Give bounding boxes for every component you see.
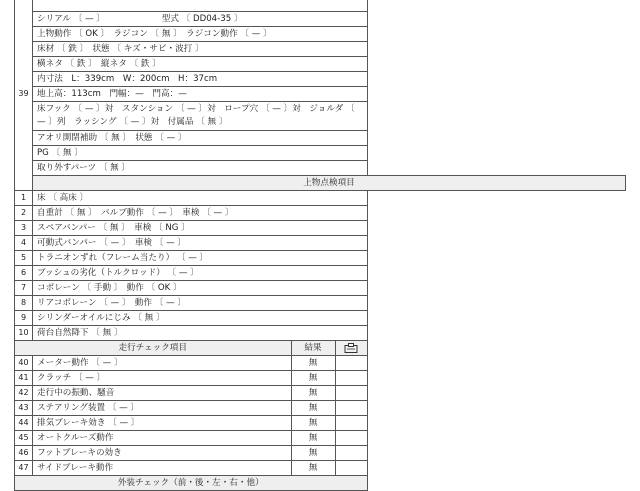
item-text: 自重計 〔 無 〕 バルブ動作 〔 — 〕 車検 〔 — 〕	[33, 206, 368, 221]
item-number: 8	[15, 296, 33, 311]
item-text: オートクルーズ動作	[33, 431, 292, 446]
section39-row	[15, 27, 626, 42]
item-number: 47	[15, 461, 33, 476]
upper-check-row	[15, 251, 626, 266]
upper-check-row	[15, 191, 626, 206]
item-number: 42	[15, 386, 33, 401]
item-note	[335, 431, 367, 446]
serial-field: シリアル 〔 — 〕	[37, 14, 106, 24]
item-number: 3	[15, 221, 33, 236]
item-result: 無	[291, 356, 335, 371]
item-result: 無	[291, 431, 335, 446]
upper-check-row	[15, 311, 626, 326]
section39-serial-line	[37, 12, 363, 26]
item-number: 44	[15, 416, 33, 431]
item-number: 41	[15, 371, 33, 386]
item-number: 1	[15, 191, 33, 206]
item-number: 7	[15, 281, 33, 296]
drive-check-row	[15, 401, 626, 416]
item-note	[335, 446, 367, 461]
item-number: 9	[15, 311, 33, 326]
drive-check-row	[15, 431, 626, 446]
section39-row	[15, 42, 626, 57]
item-result: 無	[291, 461, 335, 476]
item-text: 排気ブレーキ効き 〔 — 〕	[33, 416, 292, 431]
item-number: 45	[15, 431, 33, 446]
drive-check-title: 走行チェック項目	[15, 341, 292, 356]
section39-row	[15, 87, 626, 102]
upper-check-row	[15, 281, 626, 296]
section39-row-text: アオリ開閉補助 〔 無 〕 状態 〔 — 〕	[33, 131, 368, 146]
exterior-check-header	[15, 476, 626, 491]
section39-row-text: 床材 〔 鉄 〕 状態 〔 キズ・サビ・波打 〕	[33, 42, 368, 57]
section39-row	[15, 161, 626, 176]
clipboard-icon[interactable]	[335, 341, 367, 356]
drive-check-row	[15, 386, 626, 401]
section39-row-text: 横ネタ 〔 鉄 〕 縦ネタ 〔 鉄 〕	[33, 57, 368, 72]
section39-row-text: 取り外すパーツ 〔 無 〕	[33, 161, 368, 176]
item-number: 46	[15, 446, 33, 461]
item-note	[335, 356, 367, 371]
section39-row-text: 上物動作 〔 OK 〕 ラジコン 〔 無 〕 ラジコン動作 〔 — 〕	[33, 27, 368, 42]
item-number: 43	[15, 401, 33, 416]
item-text: ブッシュの劣化（トルクロッド） 〔 — 〕	[33, 266, 368, 281]
section39-row	[15, 0, 626, 12]
section39-row	[15, 57, 626, 72]
item-number: 10	[15, 326, 33, 341]
item-text: ステアリング装置 〔 — 〕	[33, 401, 292, 416]
upper-check-row	[15, 206, 626, 221]
item-number: 5	[15, 251, 33, 266]
item-result: 無	[291, 446, 335, 461]
upper-check-header	[15, 176, 626, 191]
upper-check-title: 上物点検項目	[33, 176, 626, 191]
item-text: クラッチ 〔 — 〕	[33, 371, 292, 386]
item-result: 無	[291, 416, 335, 431]
item-note	[335, 416, 367, 431]
item-result: 無	[291, 371, 335, 386]
section39-row-text: 床フック 〔 — 〕対 スタンション 〔 — 〕対 ロープ穴 〔 — 〕対 ジョルダ 〔 — 〕列 ラッシング 〔 — 〕対 付属品 〔 無 〕	[33, 102, 368, 131]
item-note	[335, 371, 367, 386]
item-text: 床 〔 高床 〕	[33, 191, 368, 206]
item-text: シリンダーオイルにじみ 〔 無 〕	[33, 311, 368, 326]
item-number: 2	[15, 206, 33, 221]
upper-check-row	[15, 296, 626, 311]
item-text: コボレーン 〔 手動 〕 動作 〔 OK 〕	[33, 281, 368, 296]
upper-check-row	[15, 221, 626, 236]
item-number: 6	[15, 266, 33, 281]
section39-row-text	[33, 0, 368, 12]
drive-check-row	[15, 356, 626, 371]
section39-row	[15, 102, 626, 131]
item-number: 40	[15, 356, 33, 371]
item-number: 4	[15, 236, 33, 251]
item-result: 無	[291, 401, 335, 416]
upper-check-row	[15, 326, 626, 341]
item-text: メーター動作 〔 — 〕	[33, 356, 292, 371]
item-note	[335, 386, 367, 401]
model-field: 型式 〔 DD04-35 〕	[161, 14, 243, 24]
section39-row-text: PG 〔 無 〕	[33, 146, 368, 161]
section39-number: 39	[15, 0, 33, 191]
section39-row	[15, 131, 626, 146]
drive-check-row	[15, 461, 626, 476]
inspection-table	[14, 0, 626, 491]
section39-row	[15, 146, 626, 161]
item-text: サイドブレーキ動作	[33, 461, 292, 476]
drive-check-row	[15, 416, 626, 431]
section39-row-text: 内寸法 L：339cm W：200cm H：37cm	[33, 72, 368, 87]
drive-check-row	[15, 371, 626, 386]
item-note	[335, 461, 367, 476]
drive-check-row	[15, 446, 626, 461]
section39-row	[15, 12, 626, 27]
item-result: 無	[291, 386, 335, 401]
upper-check-row	[15, 236, 626, 251]
item-text: スペアバンパー 〔 無 〕 車検 〔 NG 〕	[33, 221, 368, 236]
section39-row	[15, 72, 626, 87]
item-text: 走行中の振動、騒音	[33, 386, 292, 401]
item-text: フットブレーキの効き	[33, 446, 292, 461]
item-text: 可動式バンパー 〔 — 〕 車検 〔 — 〕	[33, 236, 368, 251]
item-note	[335, 401, 367, 416]
result-header: 結果	[291, 341, 335, 356]
drive-check-header	[15, 341, 626, 356]
item-text: 荷台自然降下 〔 無 〕	[33, 326, 368, 341]
upper-check-row	[15, 266, 626, 281]
item-text: リアコボレーン 〔 — 〕 動作 〔 — 〕	[33, 296, 368, 311]
clipboard-icon-svg	[344, 343, 358, 353]
exterior-check-title: 外装チェック（前・後・左・右・他）	[15, 476, 368, 491]
inspection-sheet	[14, 0, 626, 491]
section39-row-text: 地上高：113cm 門幅：— 門高：—	[33, 87, 368, 102]
item-text: トラニオンずれ（フレーム当たり） 〔 — 〕	[33, 251, 368, 266]
